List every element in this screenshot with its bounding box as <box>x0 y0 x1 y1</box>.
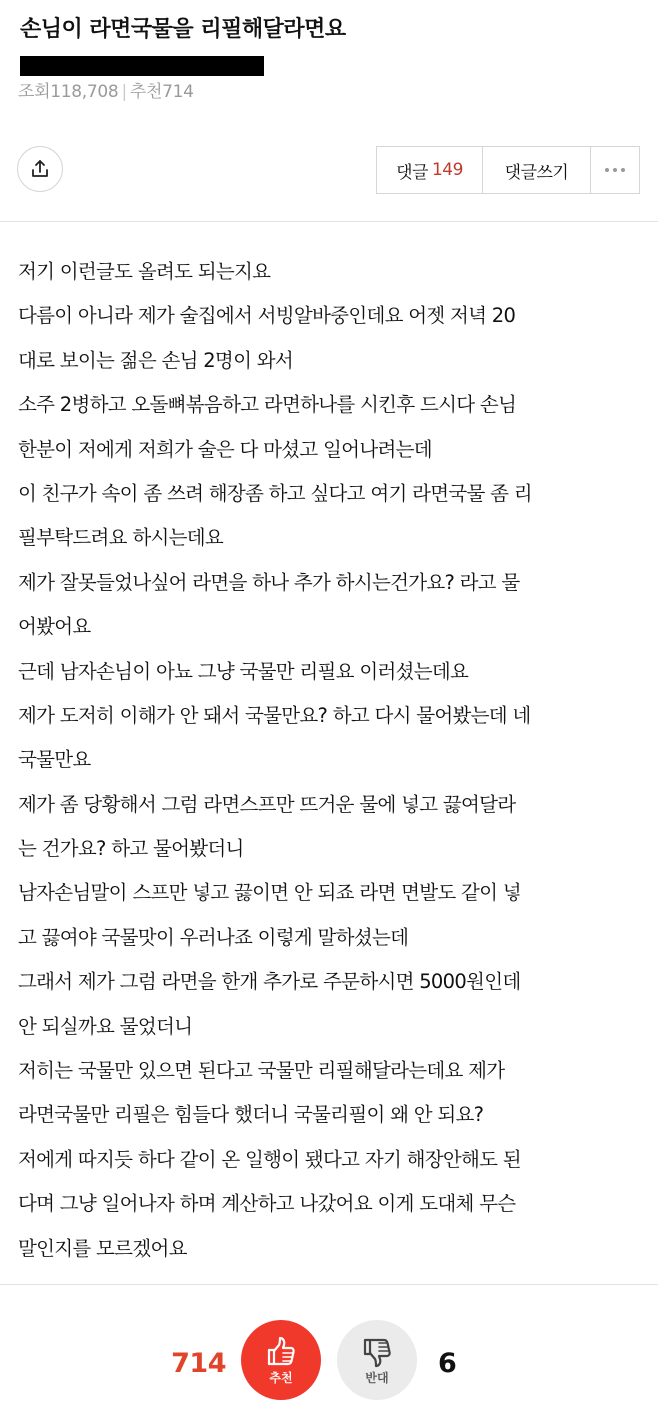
views-label: 조회 <box>18 82 51 102</box>
body-line: 소주 2병하고 오돌뼈볶음하고 라면하나를 시킨후 드시다 손님 <box>18 393 517 417</box>
body-line: 한분이 저에게 저희가 술은 다 마셨고 일어나려는데 <box>18 437 432 461</box>
comments-count: 149 <box>431 160 463 180</box>
views-count: 118,708 <box>50 82 119 102</box>
upvote-count: 714 <box>171 1348 226 1379</box>
comments-button[interactable] <box>377 147 483 193</box>
body-line: 제가 도저히 이해가 안 돼서 국물만요? 하고 다시 물어봤는데 네 <box>18 703 531 727</box>
comments-label: 댓글 <box>396 162 428 183</box>
upvote-label: 추천 <box>269 1371 293 1385</box>
body-line: 국물만요 <box>18 748 91 772</box>
thumbs-down-icon <box>360 1335 394 1369</box>
body-line: 대로 보이는 젊은 손님 2명이 와서 <box>18 348 293 372</box>
recommend-count: 714 <box>162 82 194 102</box>
share-icon <box>30 159 50 179</box>
body-line: 저에게 따지듯 하다 같이 온 일행이 됐다고 자기 해장안해도 된 <box>18 1147 521 1171</box>
body-line: 제가 좀 당황해서 그럼 라면스프만 뜨거운 물에 넣고 끓여달라 <box>18 792 516 816</box>
more-button[interactable] <box>591 147 639 193</box>
body-line: 다름이 아니라 제가 술집에서 서빙알바중인데요 어젯 저녁 20 <box>18 304 516 328</box>
body-line: 근데 남자손님이 아뇨 그냥 국물만 리필요 이러셨는데요 <box>18 659 469 683</box>
recommend-label: 추천 <box>129 82 163 102</box>
thumbs-up-icon <box>264 1335 298 1369</box>
header-divider <box>0 221 658 222</box>
post-action-group <box>376 146 640 194</box>
body-line: 저히는 국물만 있으면 된다고 국물만 리필해달라는데요 제가 <box>18 1059 505 1083</box>
write-comment-button[interactable] <box>483 147 591 193</box>
body-line: 그래서 제가 그럼 라면을 한개 추가로 주문하시면 5000원인데 <box>18 970 521 994</box>
body-line: 어봤어요 <box>18 615 91 639</box>
share-button[interactable] <box>17 146 63 192</box>
post-body <box>18 250 640 1271</box>
body-line: 고 끓여야 국물맛이 우러나죠 이렇게 말하셨는데 <box>18 925 409 949</box>
body-line: 다며 그냥 일어나자 하며 계산하고 나갔어요 이게 도대체 무슨 <box>18 1192 516 1216</box>
body-divider <box>0 1284 658 1285</box>
body-line: 필부탁드려요 하시는데요 <box>18 526 224 550</box>
downvote-button[interactable] <box>337 1320 417 1400</box>
body-line: 제가 잘못들었나싶어 라면을 하나 추가 하시는건가요? 라고 물 <box>18 570 520 594</box>
upvote-button[interactable] <box>241 1320 321 1400</box>
downvote-count: 6 <box>438 1348 457 1379</box>
post-meta <box>18 80 194 104</box>
body-line: 남자손님말이 스프만 넣고 끓이면 안 되죠 라면 면발도 같이 넣 <box>18 881 521 905</box>
write-comment-label: 댓글쓰기 <box>504 162 569 183</box>
redacted-author-bar <box>20 56 264 76</box>
body-line: 말인지를 모르겠어요 <box>18 1236 187 1260</box>
meta-separator: | <box>121 82 127 102</box>
vote-row <box>0 1320 658 1408</box>
body-line: 저기 이런글도 올려도 되는지요 <box>18 260 271 283</box>
body-line: 안 되실까요 물었더니 <box>18 1014 193 1038</box>
post-title: 손님이 라면국물을 리필해달라면요 <box>20 17 346 42</box>
body-line: 라면국물만 리필은 힘들다 했더니 국물리필이 왜 안 되요? <box>18 1103 484 1127</box>
downvote-label: 반대 <box>365 1371 389 1385</box>
body-line: 는 건가요? 하고 물어봤더니 <box>18 837 244 861</box>
body-line: 이 친구가 속이 좀 쓰려 해장좀 하고 싶다고 여기 라면국물 좀 리 <box>18 481 532 505</box>
more-dots-icon <box>605 168 625 172</box>
